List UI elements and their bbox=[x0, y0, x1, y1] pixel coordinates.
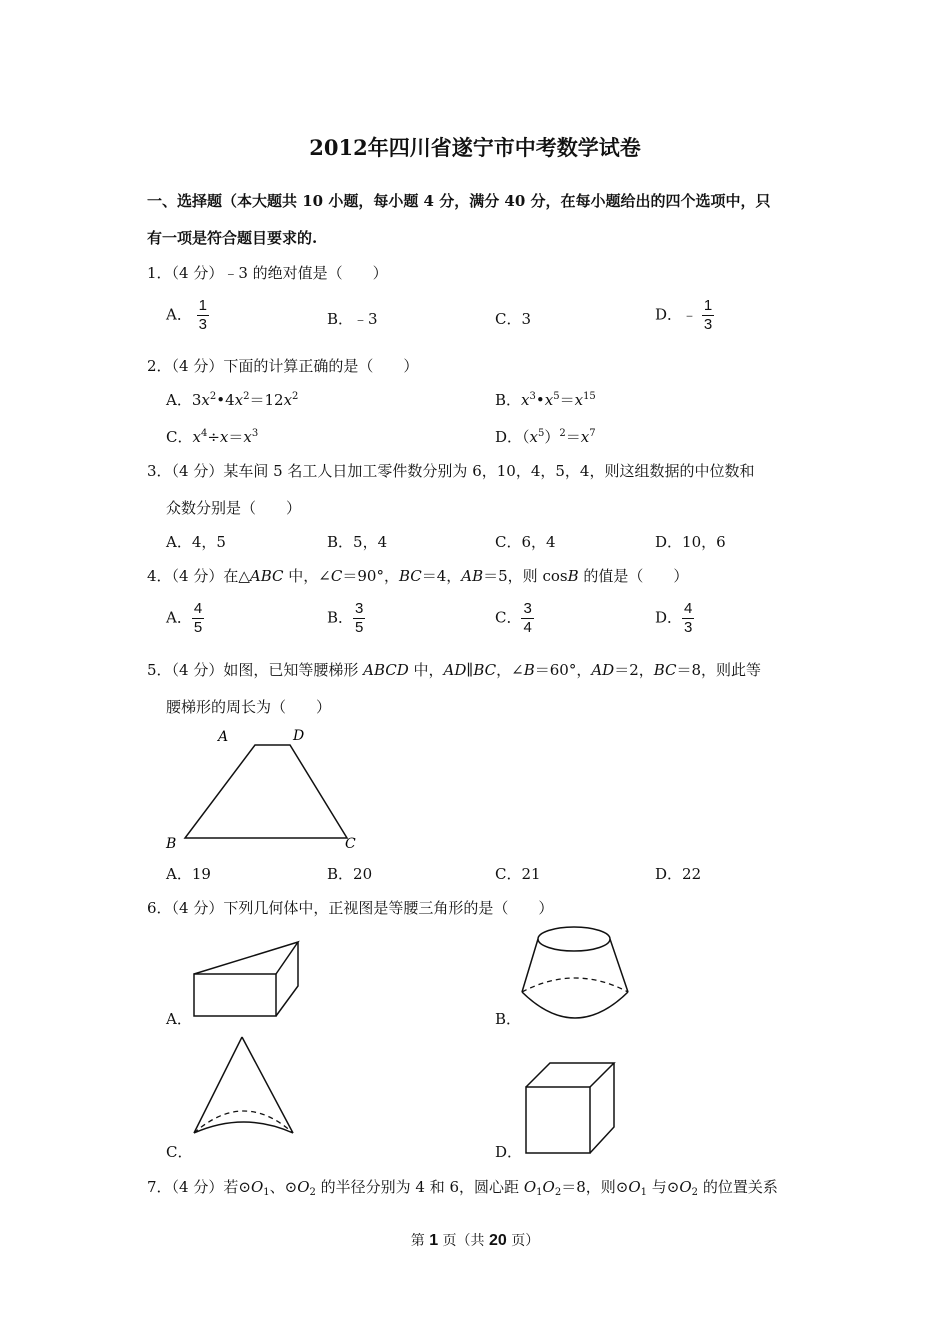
triangular-prism-figure bbox=[190, 938, 305, 1020]
q1-d-label: D．﹣ bbox=[655, 305, 698, 324]
q5-stem-line1: 5．（4 分）如图，已知等腰梯形 ABCD 中，AD∥BC，∠B＝60°，AD＝2，BC＝8，则此等 bbox=[147, 661, 762, 679]
q1-option-d[interactable] bbox=[655, 298, 714, 333]
q4-option-c[interactable]: C． $\frac{3}{4}$ bbox=[495, 600, 532, 636]
q2-option-b[interactable]: B．$x^3•x^5=x^{15}$ bbox=[495, 391, 596, 409]
q5-option-d[interactable]: D．22 bbox=[655, 865, 702, 883]
page-footer: 第 1 页（共 20 页） bbox=[410, 1232, 540, 1249]
q2-option-a[interactable]: A．$3x^2•4x^2=12x^2$ bbox=[166, 391, 299, 409]
q2-option-c[interactable]: C．$x^4\div x=x^3$ bbox=[166, 428, 259, 446]
q5-option-b[interactable]: B．20 bbox=[327, 865, 373, 883]
q3-option-c[interactable]: C．6，4 bbox=[495, 533, 556, 551]
q6-option-c[interactable]: C． bbox=[166, 1143, 193, 1161]
q7-stem: 7．（4 分）若$⊙O_1$、$⊙O_2$ 的半径分别为 4 和 6，圆心距 $O_1O_2=8$，则$⊙O_1$ 与$⊙O_2$ 的位置关系 bbox=[147, 1178, 778, 1198]
q4-b-fraction: $\frac{3}{5}$ bbox=[355, 600, 364, 636]
q1-option-c[interactable]: C．3 bbox=[495, 310, 532, 328]
q5-option-c[interactable]: C．21 bbox=[495, 865, 541, 883]
q6-option-a[interactable]: A． bbox=[166, 1010, 192, 1028]
q3-stem-line2: 众数分别是（ ） bbox=[166, 499, 302, 517]
q1-a-label: A． bbox=[166, 305, 192, 324]
q3-option-d[interactable]: D．10，6 bbox=[655, 533, 726, 551]
q1-option-a[interactable] bbox=[166, 298, 209, 333]
page-title: 2012年四川省遂宁市中考数学试卷 bbox=[309, 135, 641, 160]
q1-option-b[interactable]: B．﹣3 bbox=[327, 310, 378, 328]
cube-figure bbox=[522, 1059, 617, 1159]
q3-stem-line1: 3．（4 分）某车间 5 名工人日加工零件数分别为 6，10，4，5，4，则这组数据的中位数和 bbox=[147, 462, 755, 480]
q4-a-fraction: $\frac{4}{5}$ bbox=[193, 600, 203, 636]
vertex-a-label: A bbox=[218, 729, 229, 745]
q3-option-a[interactable]: A．4，5 bbox=[166, 533, 226, 551]
q1-d-fraction: $\frac{1}{3}$ bbox=[703, 297, 713, 333]
q6-stem: 6．（4 分）下列几何体中，正视图是等腰三角形的是（ ） bbox=[147, 899, 554, 917]
cone-figure bbox=[190, 1033, 300, 1153]
q4-option-d[interactable]: D． $\frac{4}{3}$ bbox=[655, 600, 693, 636]
vertex-d-label: D bbox=[293, 728, 305, 744]
q2-stem: 2．（4 分）下面的计算正确的是（ ） bbox=[147, 357, 419, 375]
q4-stem: 4．（4 分）在△ABC 中，∠C＝90°，BC＝4，AB＝5，则 cosB 的值是（ ） bbox=[147, 567, 689, 585]
trapezoid-figure bbox=[160, 722, 370, 854]
q4-option-a[interactable]: A． $\frac{4}{5}$ bbox=[166, 600, 203, 636]
q5-stem-line2: 腰梯形的周长为（ ） bbox=[166, 698, 332, 716]
current-page-number: 1 bbox=[429, 1232, 439, 1249]
q4-d-fraction: $\frac{4}{3}$ bbox=[684, 600, 693, 636]
vertex-b-label: B bbox=[166, 836, 177, 852]
q1-stem: 1．（4 分）﹣3 的绝对值是（ ） bbox=[147, 264, 388, 282]
q4-option-b[interactable]: B． $\frac{3}{5}$ bbox=[327, 600, 364, 636]
q3-option-b[interactable]: B．5，4 bbox=[327, 533, 388, 551]
q6-option-b[interactable]: B． bbox=[495, 1010, 522, 1028]
vertex-c-label: C bbox=[345, 836, 356, 852]
q6-option-d[interactable]: D． bbox=[495, 1143, 523, 1161]
total-pages: 20 bbox=[489, 1232, 507, 1249]
trapezoid-shape bbox=[185, 745, 347, 838]
section-heading-line1: 一、选择题（本大题共 10 小题，每小题 4 分，满分 40 分，在每小题给出的四个选项中，只 bbox=[147, 192, 771, 210]
q5-option-a[interactable]: A．19 bbox=[166, 865, 211, 883]
q4-c-fraction: $\frac{3}{4}$ bbox=[523, 600, 532, 636]
frustum-figure bbox=[518, 924, 633, 1024]
section-heading-line2: 有一项是符合题目要求的. bbox=[147, 229, 318, 247]
q1-a-fraction: $\frac{1}{3}$ bbox=[198, 297, 207, 333]
q2-option-d[interactable]: D．$(x^5)^2=x^7$ bbox=[495, 428, 596, 446]
